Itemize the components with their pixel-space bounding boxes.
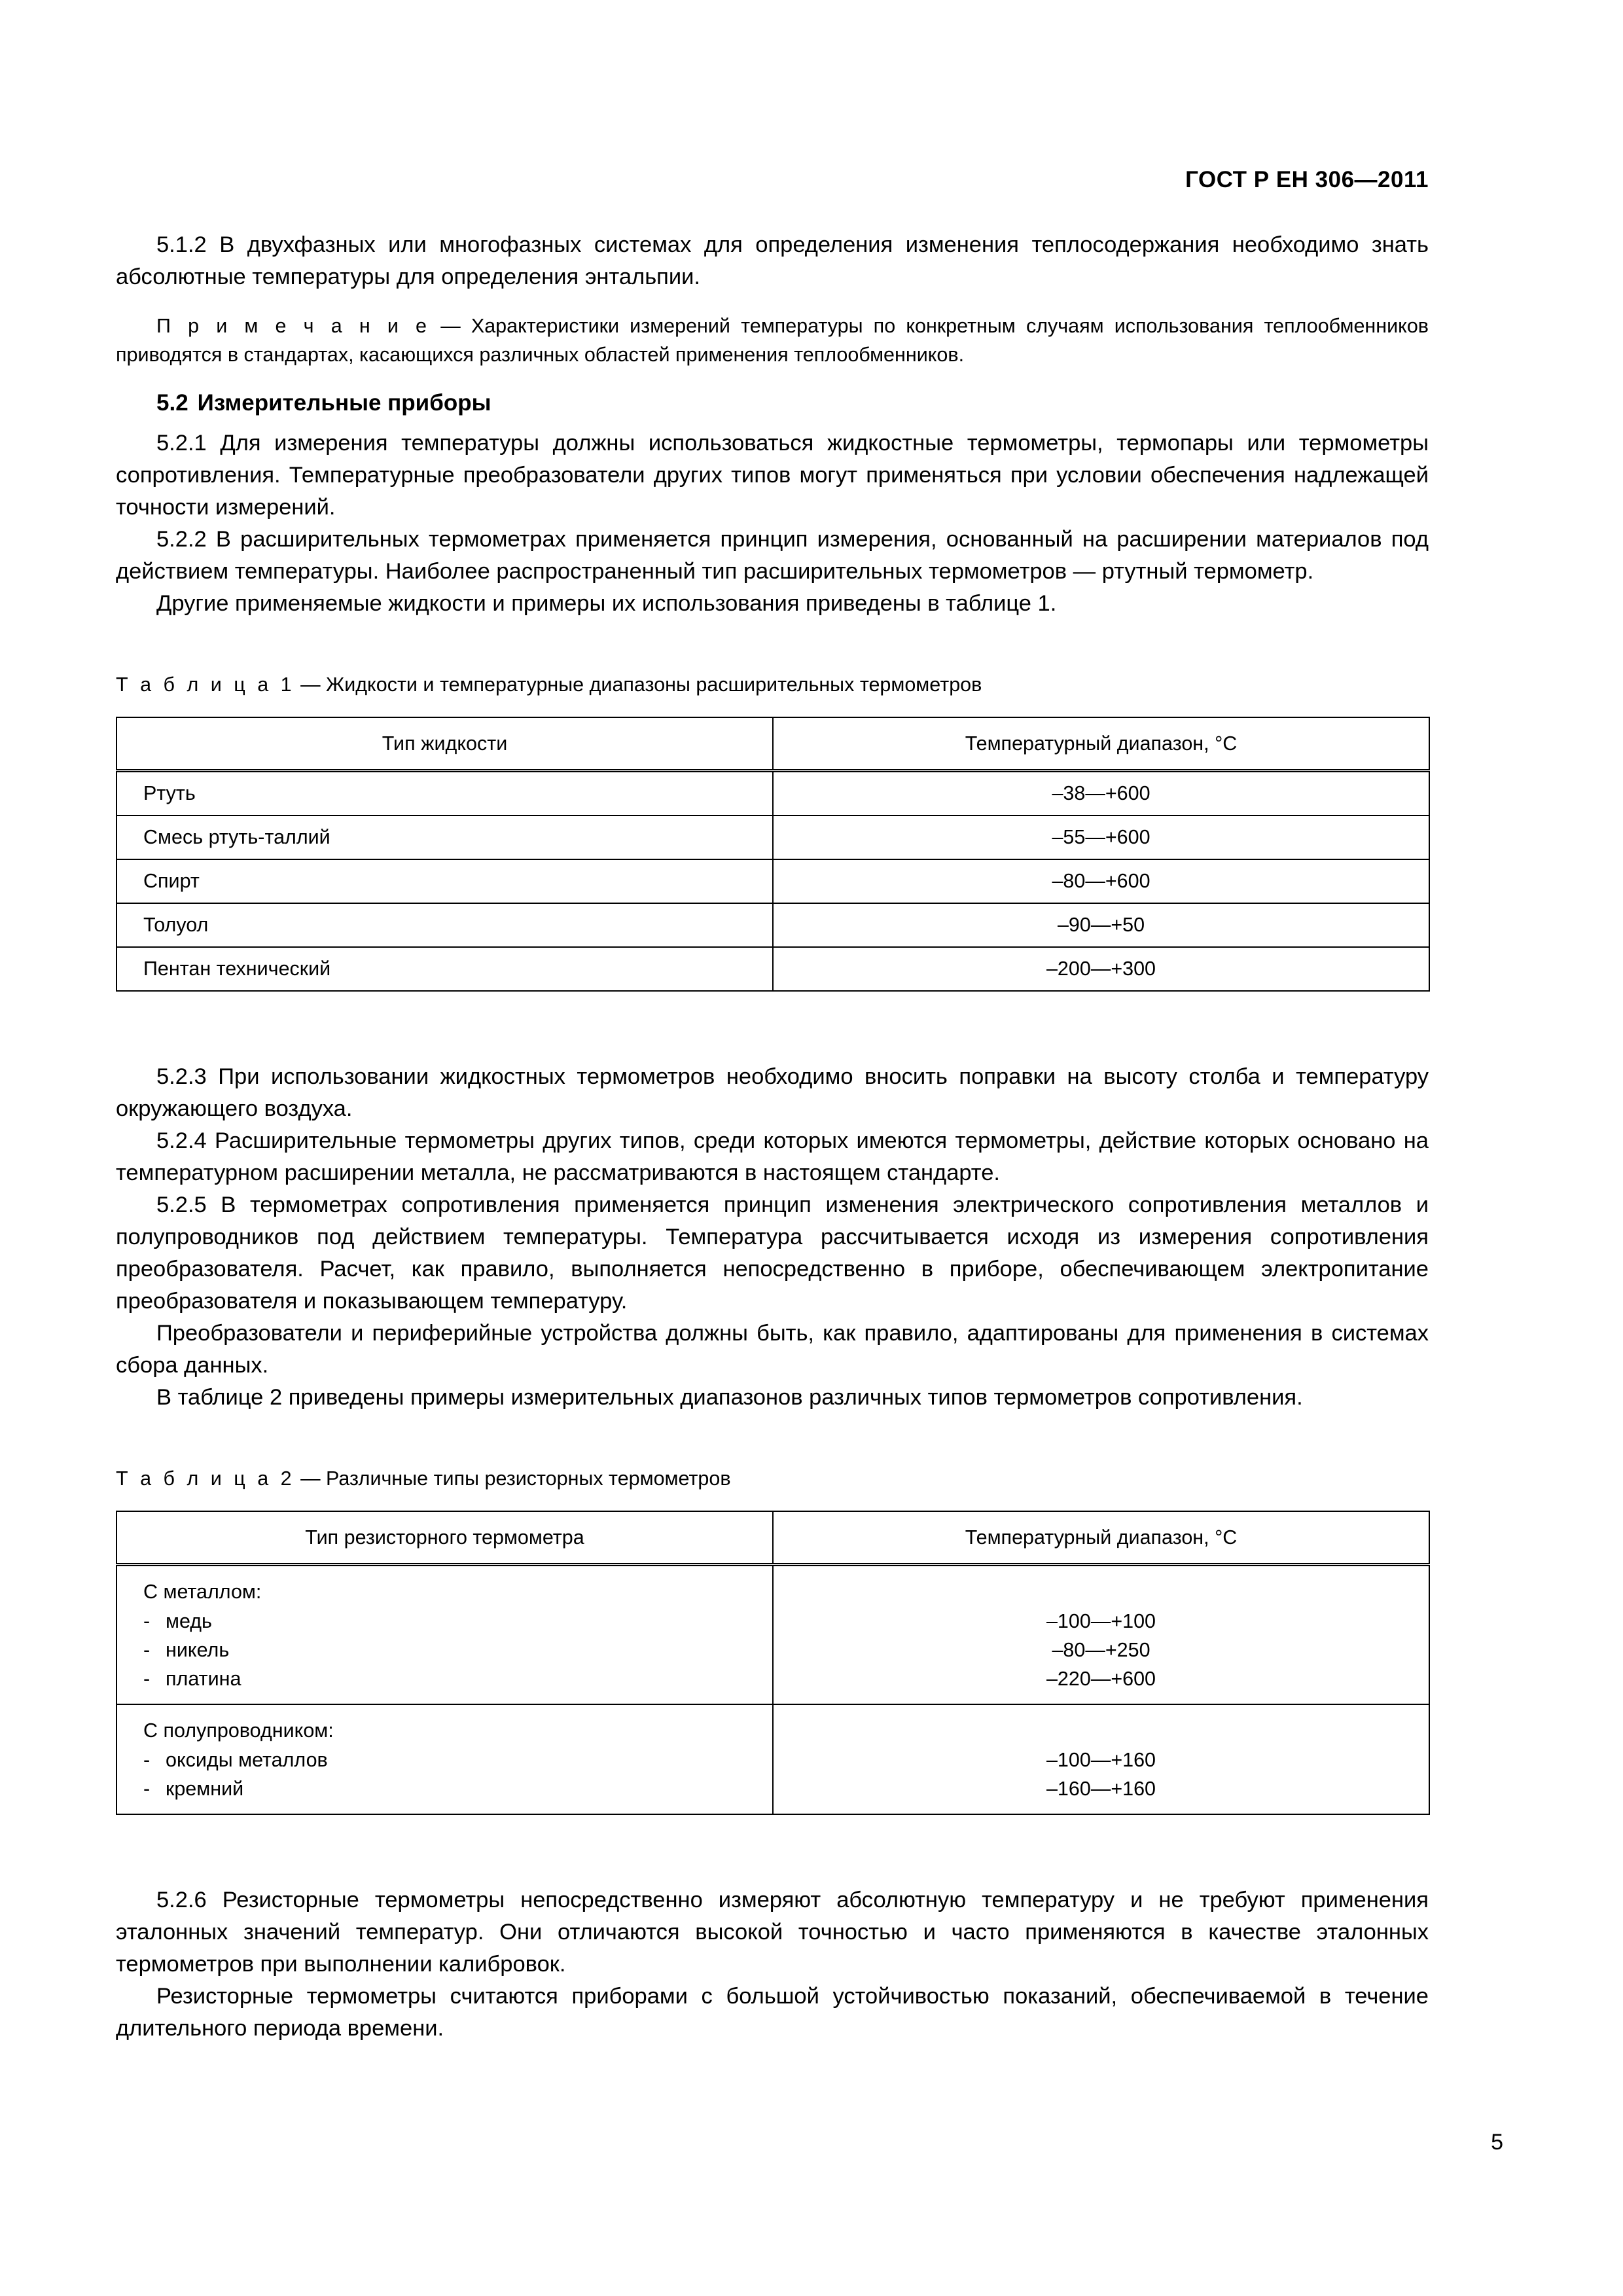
section-title: Измерительные приборы [197,390,491,416]
range-spacer [774,1577,1429,1607]
spacer [116,369,1429,387]
table-1-cell-range: –90—+50 [773,903,1429,947]
paragraph-5-2-2: 5.2.2 В расширительных термометрах применяется принцип измерения, основанный на расширении материалов под действием температуры. Наиболее распространенный тип расширительных термометров — ртутный термометр. [116,527,1429,584]
table-2-col-header-type: Тип резисторного термометра [116,1511,773,1565]
paragraph-other-liquids: Другие применяемые жидкости и примеры их использования приведены в таблице 1. [156,591,1057,616]
table-row [116,903,1429,947]
table-row [116,816,1429,859]
group-item [143,1636,772,1664]
paragraph-table-2-intro: В таблице 2 приведены примеры измерительных диапазонов различных типов термометров сопротивления. [156,1385,1303,1410]
bullet-dash-icon: - [143,1639,151,1661]
spacer [116,992,1429,1043]
section-heading-5-2 [116,387,1429,419]
spacer [116,620,1429,671]
paragraph-5-1-2: 5.1.2 В двухфазных или многофазных системах для определения изменения теплосодержания необходимо знать абсолютные температуры для определения энтальпии. [116,232,1429,289]
table-row [116,859,1429,903]
table-1-caption-text: — Жидкости и температурные диапазоны расширительных термометров [294,673,982,696]
table-2-caption-label: Т а б л и ц а 2 [116,1467,295,1490]
table-1-liquids [116,717,1430,992]
note-text: — Характеристики измерений температуры по конкретным случаям использования теплообменников приводятся в стандартах, касающихся различных областей применения теплообменников. [116,315,1429,366]
table-2-header-row [116,1511,1429,1565]
table-row [116,771,1429,816]
paragraph-5-2-6: 5.2.6 Резисторные термометры непосредственно измеряют абсолютную температуру и не требуют применения эталонных значений температур. Они отличаются высокой точностью и часто применяются в качестве эталонных термометров при выполнении калибровок. [116,1888,1429,1977]
spacer [116,293,1429,312]
range-value: –160—+160 [1046,1778,1156,1800]
spacer [116,1492,1429,1511]
bullet-dash-icon: - [143,1668,151,1690]
range-value: –80—+250 [1052,1639,1150,1661]
table-1-cell-range: –55—+600 [773,816,1429,859]
spacer [116,419,1429,427]
paragraph-5-2-1: 5.2.1 Для измерения температуры должны использоваться жидкостные термометры, термопары или термометры сопротивления. Температурные преобразователи других типов могут применяться при условии обеспечения надлежащей точности измерений. [116,431,1429,520]
group-title: С металлом: [143,1581,262,1603]
item-label: кремний [166,1778,244,1800]
table-1-col-header-liquid: Тип жидкости [116,717,773,771]
table-1-cell-liquid: Спирт [116,859,773,903]
page-number: 5 [1491,2130,1503,2155]
spacer [116,1866,1429,1884]
note-paragraph [116,312,1429,369]
paragraph-5-2-4: 5.2.4 Расширительные термометры других типов, среди которых имеются термометры, действие которых основано на температурном расширении металла, не рассматриваются в настоящем стандарте. [116,1128,1429,1185]
spacer [116,698,1429,717]
table-1-cell-range: –200—+300 [773,947,1429,991]
table-2-caption [116,1465,1429,1492]
range-value: –100—+100 [1046,1610,1156,1632]
item-label: никель [166,1639,230,1661]
paragraph-5-2-5: 5.2.5 В термометрах сопротивления применяется принцип изменения электрического сопротивления металлов и полупроводников под действием температуры. Температура рассчитывается исходя из измерения сопротивления преобразователя. Расчет, как правило, выполняется непосредственно в приборе, обеспечивающем электропитание преобразователя и показывающем температуру. [116,1193,1429,1314]
table-1-header-row [116,717,1429,771]
section-number: 5.2 [156,390,188,416]
table-1-cell-liquid: Смесь ртуть-таллий [116,816,773,859]
group-item [143,1746,772,1774]
table-row [116,947,1429,991]
table-2-cell-ranges-metal [773,1565,1429,1705]
table-1-caption-label: Т а б л и ц а 1 [116,673,295,696]
table-1-col-header-range: Температурный диапазон, °С [773,717,1429,771]
item-label: медь [166,1610,212,1632]
table-1-cell-liquid: Ртуть [116,771,773,816]
group-title: С полупроводником: [143,1719,334,1742]
group-item [143,1664,772,1693]
paragraph-converters: Преобразователи и периферийные устройства должны быть, как правило, адаптированы для применения в системах сбора данных. [116,1321,1429,1378]
note-label: П р и м е ч а н и е [156,315,431,337]
bullet-dash-icon: - [143,1610,151,1632]
running-header-standard-number: ГОСТ Р ЕН 306—2011 [1185,167,1429,192]
spacer [116,1815,1429,1866]
table-row [116,1704,1429,1814]
bullet-dash-icon: - [143,1749,151,1771]
table-2-cell-group-semiconductor [116,1704,773,1814]
range-value: –220—+600 [1046,1668,1156,1690]
range-spacer [774,1715,1429,1746]
table-1-cell-liquid: Пентан технический [116,947,773,991]
group-item [143,1607,772,1636]
table-1-caption [116,671,1429,698]
paragraph-5-2-3: 5.2.3 При использовании жидкостных термометров необходимо вносить поправки на высоту столба и температуру окружающего воздуха. [116,1064,1429,1121]
range-value: –100—+160 [1046,1749,1156,1771]
paragraph-final: Резисторные термометры считаются приборами с большой устойчивостью показаний, обеспечиваемой в течение длительного периода времени. [116,1984,1429,2041]
table-1-cell-range: –80—+600 [773,859,1429,903]
item-label: платина [166,1668,241,1690]
table-2-resistance-thermometers [116,1511,1430,1815]
table-1-cell-liquid: Толуол [116,903,773,947]
table-2-col-header-range: Температурный диапазон, °С [773,1511,1429,1565]
group-item [143,1774,772,1803]
table-2-caption-text: — Различные типы резисторных термометров [294,1467,731,1490]
table-2-cell-ranges-semiconductor [773,1704,1429,1814]
spacer [116,1414,1429,1465]
bullet-dash-icon: - [143,1778,151,1800]
table-1-cell-range: –38—+600 [773,771,1429,816]
item-label: оксиды металлов [166,1749,328,1771]
document-content [116,229,1429,2045]
table-2-cell-group-metal [116,1565,773,1705]
spacer [116,1043,1429,1061]
table-row [116,1565,1429,1705]
